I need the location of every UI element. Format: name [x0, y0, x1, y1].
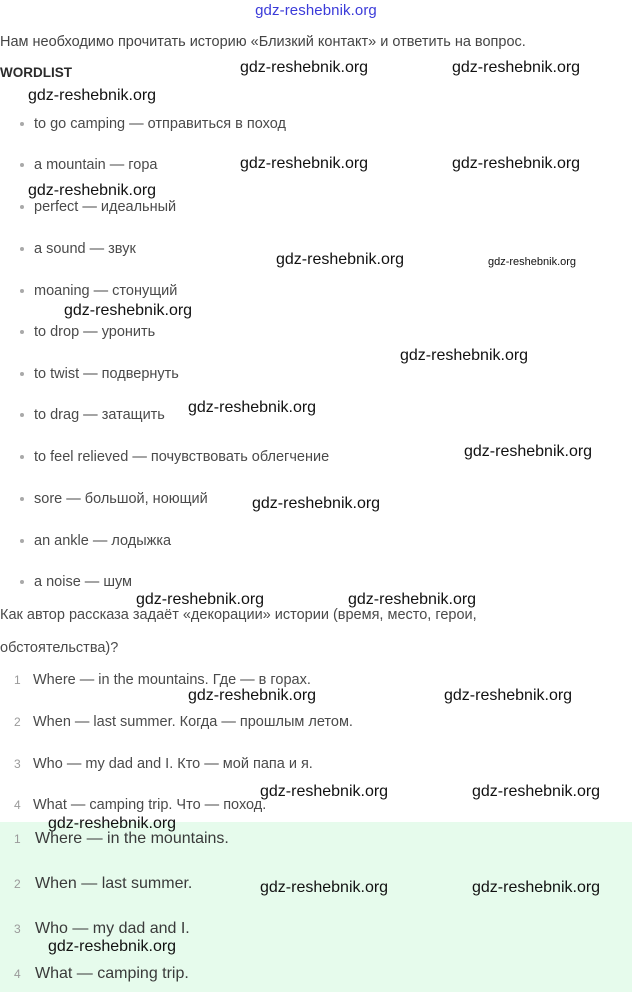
bullet-icon — [20, 163, 24, 167]
bullet-icon — [20, 122, 24, 126]
watermark: gdz-reshebnik.org — [240, 155, 369, 172]
answer-item: 4 What — camping trip. — [14, 965, 189, 982]
watermark: gdz-reshebnik.org — [64, 302, 193, 319]
intro-text: Нам необходимо прочитать историю «Близкий контакт» и ответить на вопрос. — [0, 34, 526, 50]
watermark: gdz-reshebnik.org — [400, 347, 529, 364]
watermark: gdz-reshebnik.org — [472, 783, 601, 800]
bullet-icon — [20, 372, 24, 376]
watermark: gdz-reshebnik.org — [472, 879, 601, 896]
wordlist-item: to feel relieved — почувствовать облегчение — [20, 449, 329, 465]
answer-item: 1 Where — in the mountains. — [14, 830, 229, 847]
wordlist-item: to drag — затащить — [20, 407, 165, 423]
watermark: gdz-reshebnik.org — [252, 495, 381, 512]
watermark: gdz-reshebnik.org — [276, 251, 405, 268]
bullet-icon — [20, 289, 24, 293]
watermark: gdz-reshebnik.org — [48, 815, 177, 832]
bullet-icon — [20, 539, 24, 543]
bullet-icon — [20, 497, 24, 501]
watermark: gdz-reshebnik.org — [452, 155, 581, 172]
wordlist-item: perfect — идеальный — [20, 199, 176, 215]
wordlist-item: sore — большой, ноющий — [20, 491, 208, 507]
list-item: 1 Where — in the mountains. Где — в горах. — [14, 672, 311, 688]
wordlist-item: a mountain — гора — [20, 157, 157, 173]
header-watermark: gdz-reshebnik.org — [255, 2, 377, 19]
list-item: 4 What — camping trip. Что — поход. — [14, 797, 267, 813]
wordlist-item: a noise — шум — [20, 574, 132, 590]
watermark: gdz-reshebnik.org — [488, 256, 577, 268]
bullet-icon — [20, 205, 24, 209]
watermark: gdz-reshebnik.org — [136, 591, 265, 608]
watermark: gdz-reshebnik.org — [188, 399, 317, 416]
watermark: gdz-reshebnik.org — [348, 591, 477, 608]
answer-item: 3 Who — my dad and I. — [14, 920, 190, 937]
bullet-icon — [20, 247, 24, 251]
wordlist-item: moaning — стонущий — [20, 283, 177, 299]
wordlist-title: WORDLIST — [0, 65, 72, 80]
watermark: gdz-reshebnik.org — [464, 443, 593, 460]
watermark: gdz-reshebnik.org — [444, 687, 573, 704]
bullet-icon — [20, 580, 24, 584]
wordlist-item: an ankle — лодыжка — [20, 533, 171, 549]
wordlist-item: a sound — звук — [20, 241, 136, 257]
watermark: gdz-reshebnik.org — [48, 938, 177, 955]
bullet-icon — [20, 413, 24, 417]
watermark: gdz-reshebnik.org — [28, 87, 157, 104]
watermark: gdz-reshebnik.org — [452, 59, 581, 76]
answer-item: 2 When — last summer. — [14, 875, 193, 892]
watermark: gdz-reshebnik.org — [28, 182, 157, 199]
question-line-1: Как автор рассказа задаёт «декорации» истории (время, место, герои, — [0, 607, 477, 623]
watermark: gdz-reshebnik.org — [260, 783, 389, 800]
list-item: 3 Who — my dad and I. Кто — мой папа и я. — [14, 756, 313, 772]
wordlist-item: to twist — подвернуть — [20, 366, 179, 382]
question-line-2: обстоятельства)? — [0, 640, 119, 656]
watermark: gdz-reshebnik.org — [260, 879, 389, 896]
bullet-icon — [20, 330, 24, 334]
bullet-icon — [20, 455, 24, 459]
watermark: gdz-reshebnik.org — [240, 59, 369, 76]
watermark: gdz-reshebnik.org — [188, 687, 317, 704]
list-item: 2 When — last summer. Когда — прошлым летом. — [14, 714, 353, 730]
wordlist-item: to drop — уронить — [20, 324, 155, 340]
wordlist-item: to go camping — отправиться в поход — [20, 116, 286, 132]
